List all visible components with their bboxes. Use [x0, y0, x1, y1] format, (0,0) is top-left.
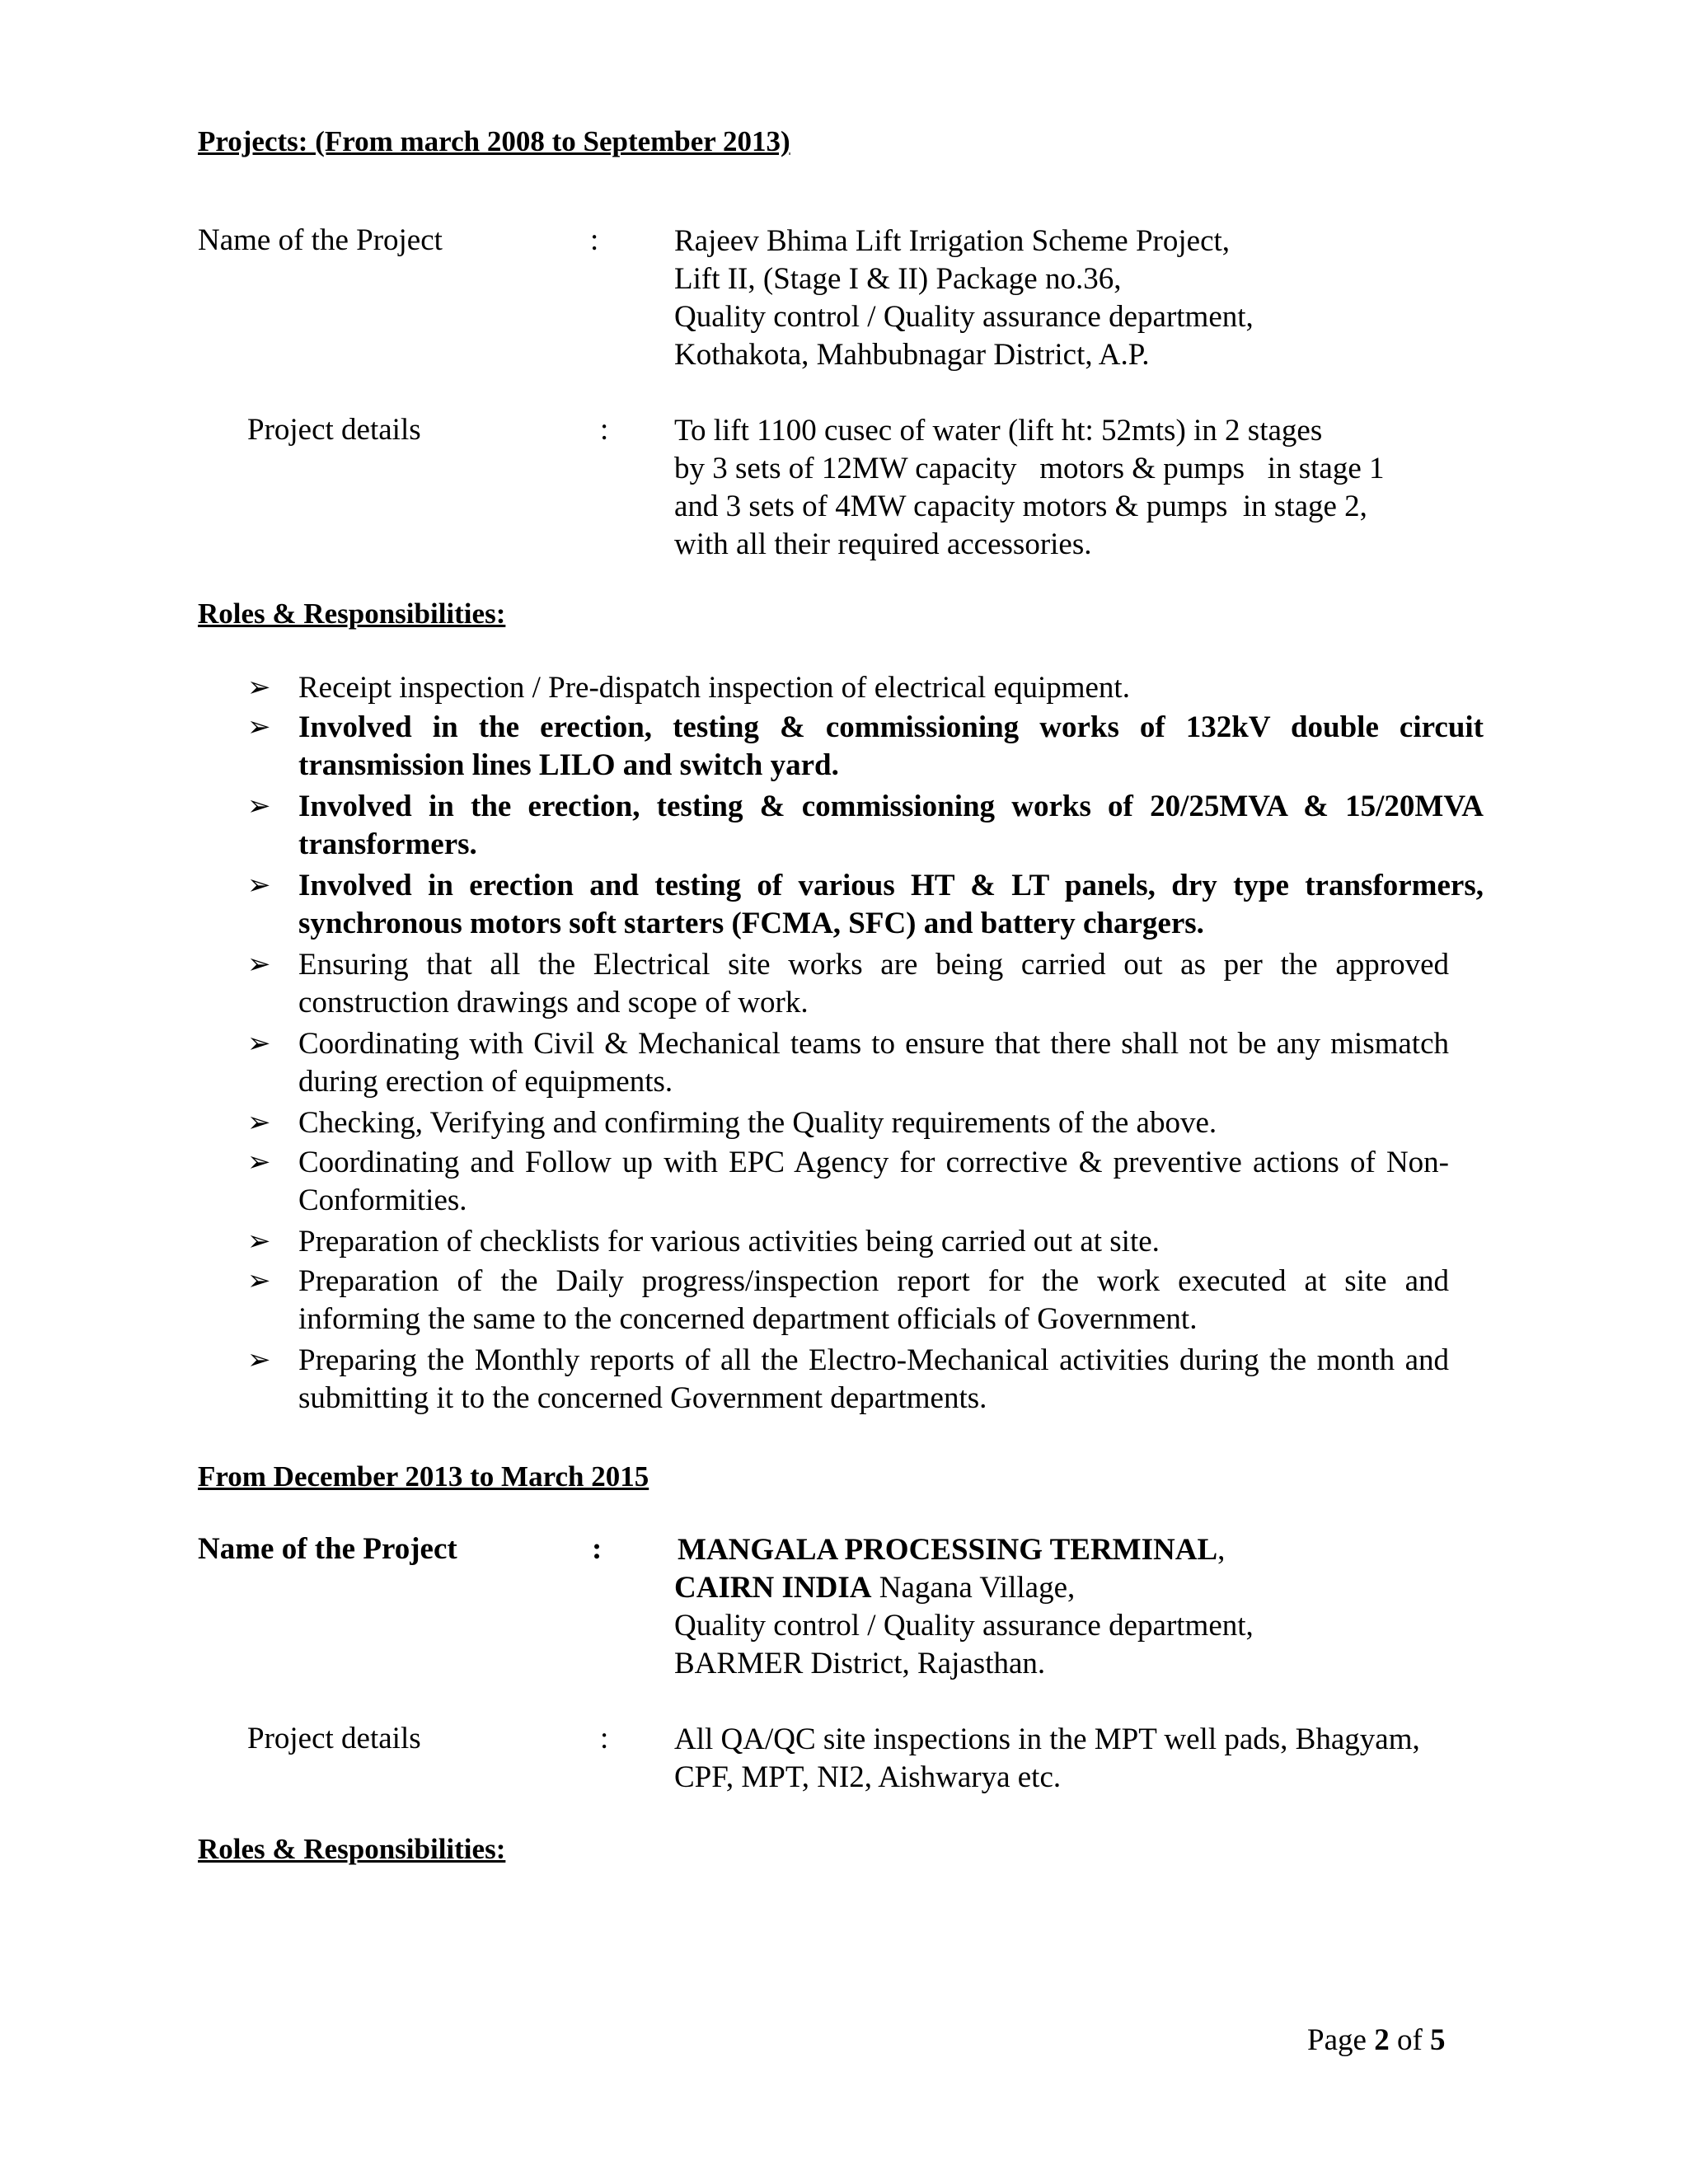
arrow-bullet-icon: ➢	[247, 870, 271, 901]
project-name-value	[674, 223, 1254, 374]
project-name-line: Quality control / Quality assurance department,	[674, 300, 1254, 334]
project-details-line: To lift 1100 cusec of water (lift ht: 52mts) in 2 stages	[674, 414, 1323, 448]
roles-heading: Roles & Responsibilities:	[198, 598, 506, 630]
list-item-text: Preparation of checklists for various activities being carried out at site.	[298, 1225, 1160, 1258]
list-item-text: Coordinating and Follow up with EPC Agency for corrective & preventive actions of Non-Conformities.	[298, 1146, 1449, 1217]
company-location: Nagana Village,	[871, 1571, 1076, 1605]
project-name-label: Name of the Project	[198, 1532, 457, 1566]
of-word: of	[1396, 2023, 1423, 2057]
list-item-text: Involved in the erection, testing & commissioning works of 132kV double circuit transmission lines LILO and switch yard.	[298, 710, 1484, 782]
project-details-line: and 3 sets of 4MW capacity motors & pumps in stage 2,	[674, 490, 1367, 523]
project-name-label: Name of the Project	[198, 223, 443, 257]
project-details-line: CPF, MPT, NI2, Aishwarya etc.	[674, 1760, 1062, 1794]
project-name-value	[674, 1531, 1254, 1683]
company-name: CAIRN INDIA	[674, 1571, 872, 1605]
project-details-label: Project details	[247, 1722, 421, 1755]
project-name-line	[674, 1531, 1254, 1569]
list-item-text: Involved in the erection, testing & commissioning works of 20/25MVA & 15/20MVA transformers.	[298, 790, 1484, 861]
project-details-value	[674, 412, 1385, 564]
project-details-colon: :	[600, 1722, 609, 1755]
arrow-bullet-icon: ➢	[247, 1147, 271, 1178]
section-heading-projects: Projects: (From march 2008 to September 2013)	[198, 125, 790, 157]
project-details-value	[674, 1721, 1420, 1797]
list-item-text: Preparation of the Daily progress/inspection report for the work executed at site and informing the same to the concerned department officials of Government.	[298, 1264, 1449, 1336]
project-name-line: Quality control / Quality assurance department,	[674, 1609, 1254, 1643]
project-details-line: All QA/QC site inspections in the MPT well pads, Bhagyam,	[674, 1722, 1420, 1756]
arrow-bullet-icon: ➢	[247, 1345, 271, 1376]
project-name-colon: :	[592, 1532, 603, 1566]
project-details-line: with all their required accessories.	[674, 527, 1092, 561]
arrow-bullet-icon: ➢	[247, 1108, 271, 1138]
project-name-line: Lift II, (Stage I & II) Package no.36,	[674, 262, 1122, 296]
project-details-line: by 3 sets of 12MW capacity motors & pumps in stage 1	[674, 452, 1385, 485]
roles-heading: Roles & Responsibilities:	[198, 1833, 506, 1865]
section-heading-period: From December 2013 to March 2015	[198, 1460, 649, 1493]
list-item-text: Coordinating with Civil & Mechanical teams to ensure that there shall not be any mismatch during erection of equipments.	[298, 1027, 1449, 1099]
page-current: 2	[1374, 2023, 1390, 2057]
list-item-text: Receipt inspection / Pre-dispatch inspection of electrical equipment.	[298, 671, 1130, 705]
arrow-bullet-icon: ➢	[247, 1029, 271, 1059]
page-number	[1307, 2022, 1446, 2058]
arrow-bullet-icon: ➢	[247, 949, 271, 980]
project-name-line: Rajeev Bhima Lift Irrigation Scheme Project,	[674, 224, 1231, 258]
page-total: 5	[1430, 2023, 1446, 2057]
list-item-text: Involved in erection and testing of various HT & LT panels, dry type transformers, synchronous motors soft starters (FCMA, SFC) and battery chargers.	[298, 869, 1484, 940]
arrow-bullet-icon: ➢	[247, 712, 271, 743]
arrow-bullet-icon: ➢	[247, 1226, 271, 1257]
list-item-text: Checking, Verifying and confirming the Quality requirements of the above.	[298, 1106, 1217, 1140]
list-item-text: Preparing the Monthly reports of all the Electro-Mechanical activities during the month and submitting it to the concerned Government departments.	[298, 1343, 1449, 1415]
project-details-label: Project details	[247, 413, 421, 447]
project-details-colon: :	[600, 413, 609, 447]
arrow-bullet-icon: ➢	[247, 791, 271, 822]
project-name-line: Kothakota, Mahbubnagar District, A.P.	[674, 338, 1150, 372]
project-name-line: BARMER District, Rajasthan.	[674, 1647, 1046, 1680]
project-name-line	[674, 1569, 1254, 1607]
project-name-rest: ,	[1217, 1533, 1226, 1567]
page-word: Page	[1307, 2023, 1367, 2057]
arrow-bullet-icon: ➢	[247, 1266, 271, 1296]
project-name-colon: :	[590, 223, 599, 257]
project-name-bold: MANGALA PROCESSING TERMINAL	[678, 1533, 1218, 1567]
list-item-text: Ensuring that all the Electrical site works are being carried out as per the approved construction drawings and scope of work.	[298, 948, 1449, 1019]
arrow-bullet-icon: ➢	[247, 673, 271, 703]
